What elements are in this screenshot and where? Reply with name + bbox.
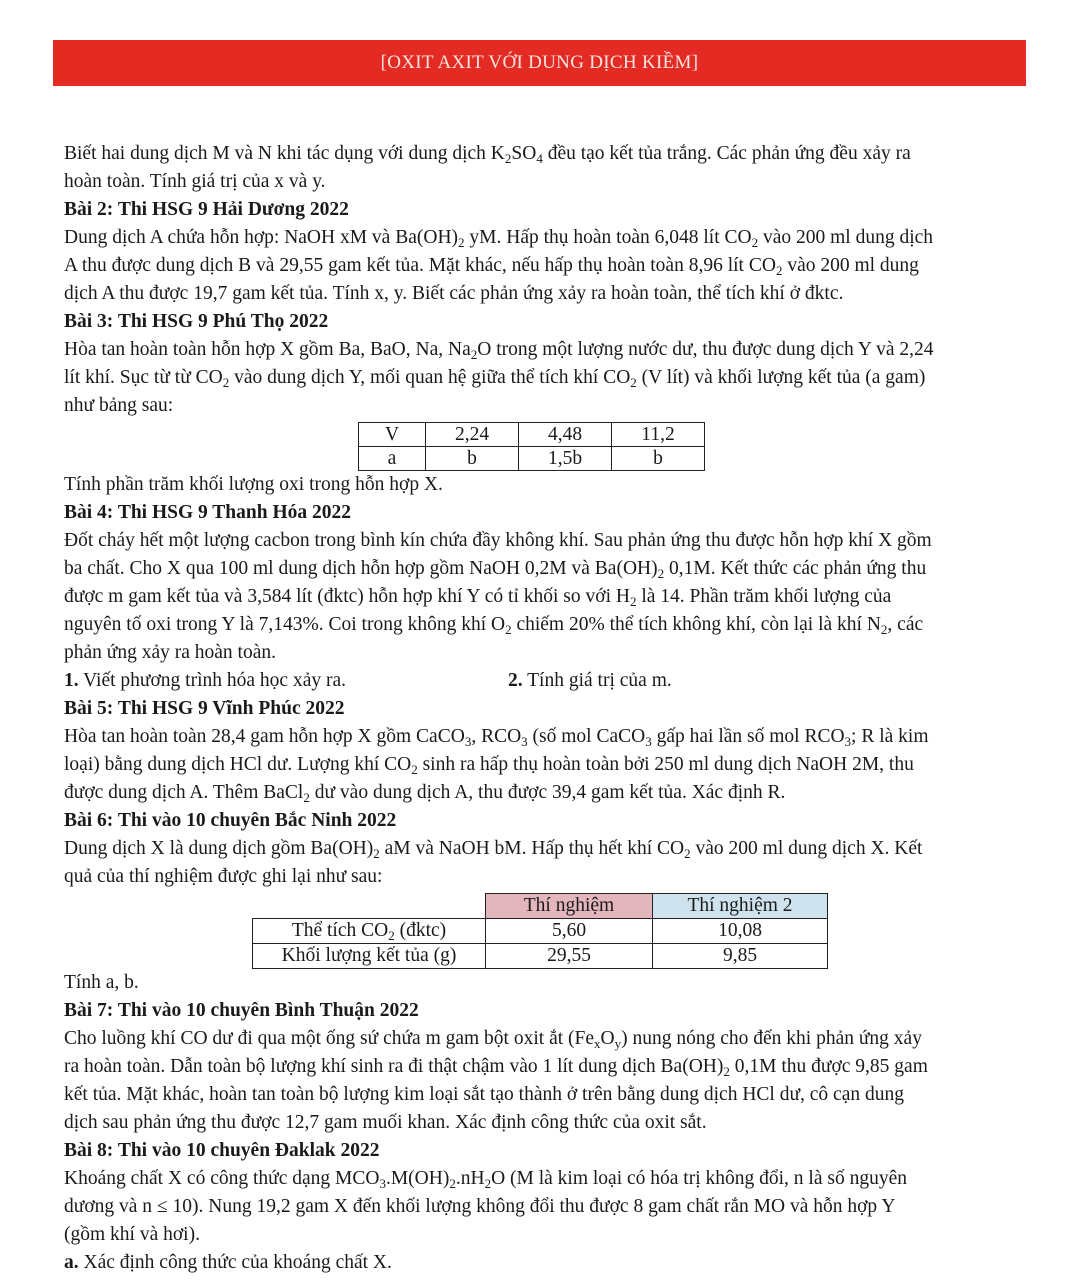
table-cell: 1,5b (519, 447, 612, 471)
bai4-line-2: ba chất. Cho X qua 100 ml dung dịch hỗn hợp gồm NaOH 0,2M và $Ba(OH)_2$ 0,1M. Kết thức các phản ứng thu (64, 558, 927, 581)
bai3-after: Tính phần trăm khối lượng oxi trong hỗn hợp X. (64, 474, 443, 495)
table-cell: 5,60 (486, 919, 653, 944)
table-cell: 10,08 (653, 919, 828, 944)
bai3-heading: Bài 3: Thi HSG 9 Phú Thọ 2022 (64, 311, 329, 332)
bai2-line-3: dịch A thu được 19,7 gam kết tủa. Tính x, y. Biết các phản ứng xảy ra hoàn toàn, thể tích khí ở đktc. (64, 283, 844, 304)
table-cell: 9,85 (653, 944, 828, 969)
bai6-line-2: quả của thí nghiệm được ghi lại như sau: (64, 866, 383, 887)
bai4-line-3: được m gam kết tủa và 3,584 lít (đktc) hỗn hợp khí Y có tỉ khối so với $H_2$ là 14. Phần trăm khối lượng của (64, 586, 892, 609)
bai8-line-3: (gồm khí và hơi). (64, 1224, 200, 1245)
bai2-heading: Bài 2: Thi HSG 9 Hải Dương 2022 (64, 199, 349, 220)
bai5-line-3: được dung dịch A. Thêm BaCl$_2$ dư vào dung dịch A, thu được 39,4 gam kết tủa. Xác định R. (64, 782, 786, 805)
table-row (253, 919, 828, 944)
document-body (64, 140, 1014, 1277)
table-cell: 29,55 (486, 944, 653, 969)
bai3-line-3: như bảng sau: (64, 395, 174, 416)
header-title: [OXIT AXIT VỚI DUNG DỊCH KIỀM] (380, 52, 699, 73)
bai4-questions (64, 667, 1014, 695)
table-cell: a (359, 447, 426, 471)
bai7-line-2: ra hoàn toàn. Dẫn toàn bộ lượng khí sinh ra đi thật chậm vào 1 lít dung dịch $Ba(OH)_2$ 0,1M thu được 9,85 gam (64, 1056, 928, 1079)
intro-line-2: hoàn toàn. Tính giá trị của x và y. (64, 171, 326, 192)
table-row (359, 423, 705, 447)
bai5-heading: Bài 5: Thi HSG 9 Vĩnh Phúc 2022 (64, 698, 345, 719)
bai3-table (358, 422, 705, 471)
bai7-heading: Bài 7: Thi vào 10 chuyên Bình Thuận 2022 (64, 1000, 419, 1021)
table-cell: b (426, 447, 519, 471)
table-cell (253, 894, 486, 919)
table-row (253, 944, 828, 969)
bai6-line-1: Dung dịch X là dung dịch gồm $Ba(OH)_2$ aM và NaOH bM. Hấp thụ hết khí $CO_2$ vào 200 ml dung dịch X. Kết (64, 838, 923, 861)
table-cell: 4,48 (519, 423, 612, 447)
bai4-line-5: phản ứng xảy ra hoàn toàn. (64, 642, 277, 663)
bai8-question-a: a. Xác định công thức của khoáng chất X. (64, 1252, 392, 1273)
bai4-question-1: 1. Viết phương trình hóa học xảy ra. (64, 670, 346, 691)
bai8-line-1: Khoáng chất X có công thức dạng $MCO_3.M(OH)_2.nH_2O$ (M là kim loại có hóa trị không đổi, n là số nguyên (64, 1168, 907, 1191)
bai4-line-4: nguyên tố oxi trong Y là 7,143%. Coi trong không khí $O_2$ chiếm 20% thể tích không khí, còn lại là khí $N_2$, các (64, 614, 924, 637)
bai4-line-1: Đốt cháy hết một lượng cacbon trong bình kín chứa đầy không khí. Sau phản ứng thu được hỗn hợp khí X gồm (64, 530, 932, 551)
table-row (359, 447, 705, 471)
table-header-cell: Thí nghiệm (486, 894, 653, 919)
bai4-question-2: 2. Tính giá trị của m. (508, 670, 672, 691)
bai7-line-1: Cho luồng khí CO dư đi qua một ống sứ chứa m gam bột oxit ắt $(Fe_xO_y)$ nung nóng cho đến khi phản ứng xảy (64, 1028, 922, 1051)
bai5-line-1: Hòa tan hoàn toàn 28,4 gam hỗn hợp X gồm CaCO$_3$, $RCO_3$ (số mol CaCO$_3$ gấp hai lần số mol $RCO_3$; R là kim (64, 726, 929, 749)
table-cell: 11,2 (612, 423, 705, 447)
header-banner (53, 40, 1026, 86)
table-header-cell: Thí nghiệm 2 (653, 894, 828, 919)
intro-line-1: Biết hai dung dịch M và N khi tác dụng với dung dịch $K_2SO_4$ đều tạo kết tủa trắng. Các phản ứng đều xảy ra (64, 143, 911, 166)
table-cell: Khối lượng kết tủa (g) (253, 944, 486, 969)
bai7-line-3: kết tủa. Mặt khác, hoàn tan toàn bộ lượng kim loại sắt tạo thành ở trên bằng dung dịch HCl dư, cô cạn dung (64, 1084, 904, 1105)
bai8-heading: Bài 8: Thi vào 10 chuyên Đaklak 2022 (64, 1140, 380, 1161)
bai2-line-1: Dung dịch A chứa hỗn hợp: NaOH xM và $Ba(OH)_2$ yM. Hấp thụ hoàn toàn 6,048 lít $CO_2$ vào 200 ml dung dịch (64, 227, 934, 250)
table-cell: V (359, 423, 426, 447)
table-cell: Thể tích $CO_2$ (đktc) (253, 919, 486, 944)
bai6-after: Tính a, b. (64, 972, 139, 993)
table-header-row (253, 894, 828, 919)
bai8-line-2: dương và n ≤ 10). Nung 19,2 gam X đến khối lượng không đổi thu được 8 gam chất rắn MO và hỗn hợp Y (64, 1196, 896, 1217)
bai7-line-4: dịch sau phản ứng thu được 12,7 gam muối khan. Xác định công thức của oxit sắt. (64, 1112, 707, 1133)
bai6-heading: Bài 6: Thi vào 10 chuyên Bắc Ninh 2022 (64, 810, 397, 831)
table-cell: 2,24 (426, 423, 519, 447)
bai3-line-1: Hòa tan hoàn toàn hỗn hợp X gồm Ba, BaO, Na, $Na_2O$ trong một lượng nước dư, thu được dung dịch Y và 2,24 (64, 339, 934, 362)
bai6-table (252, 893, 828, 969)
bai2-line-2: A thu được dung dịch B và 29,55 gam kết tủa. Mặt khác, nếu hấp thụ hoàn toàn 8,96 lít $CO_2$ vào 200 ml dung (64, 255, 919, 278)
bai4-heading: Bài 4: Thi HSG 9 Thanh Hóa 2022 (64, 502, 351, 523)
table-cell: b (612, 447, 705, 471)
bai3-line-2: lít khí. Sục từ từ $CO_2$ vào dung dịch Y, mối quan hệ giữa thể tích khí $CO_2$ (V lít) và khối lượng kết tủa (a gam) (64, 367, 926, 390)
bai5-line-2: loại) bằng dung dịch HCl dư. Lượng khí $CO_2$ sinh ra hấp thụ hoàn toàn bởi 250 ml dung dịch NaOH 2M, thu (64, 754, 914, 777)
